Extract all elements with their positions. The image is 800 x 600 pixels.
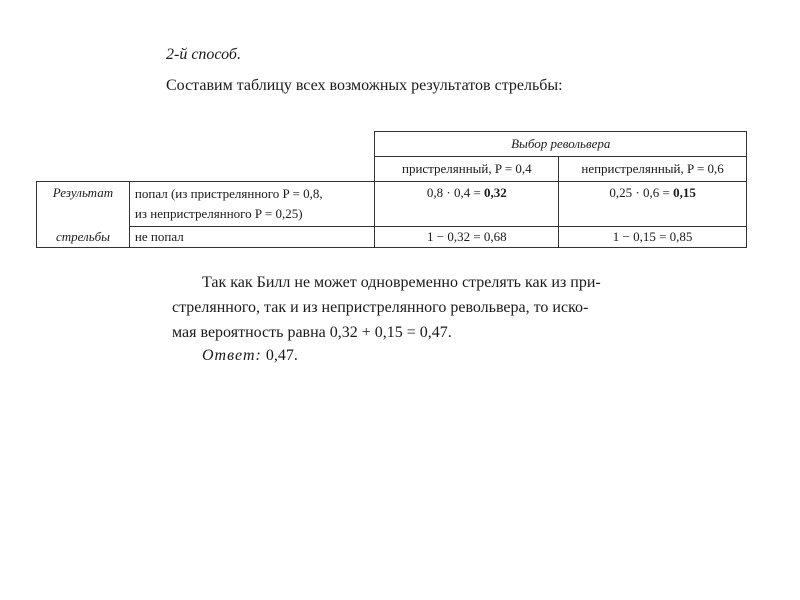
cell-hit-zeroed-expr: 0,8 · 0,4 = [426,185,485,200]
row-label-shooting: стрельбы [37,227,130,248]
cell-hit-unzeroed [559,182,747,227]
table-header-row [37,132,747,157]
paragraph-line-3: мая вероятность равна 0,32 + 0,15 = 0,47. [172,324,452,341]
col-header-zeroed: пристрелянный, P = 0,4 [375,157,559,182]
row-hit-label-line1: попал (из пристрелянного P = 0,8, [134,186,323,201]
answer-label: Ответ: [202,347,262,364]
table-row [37,182,747,227]
intro-text: Составим таблицу всех возможных результатов стрельбы: [166,77,563,94]
answer-line [202,347,298,365]
paragraph-line-1: Так как Билл не может одновременно стрелять как из при- [202,274,601,291]
cell-miss-zeroed: 1 − 0,32 = 0,68 [375,227,559,248]
cell-hit-unzeroed-result: 0,15 [673,185,696,200]
table-corner-blank [37,132,375,182]
cell-hit-zeroed [375,182,559,227]
method-heading: 2-й способ. [166,46,241,63]
answer-value: 0,47. [265,347,298,364]
row-label-result: Результат [37,182,130,227]
row-hit-label [129,182,375,227]
row-miss-label: не попал [129,227,375,248]
explanation-paragraph [172,270,652,345]
table-row [37,227,747,248]
cell-hit-unzeroed-expr: 0,25 · 0,6 = [609,185,674,200]
paragraph-line-2: стрелянного, так и из непристрелянного револьвера, то иско- [172,299,589,316]
row-hit-label-line2: из непристрелянного P = 0,25) [134,206,303,222]
results-table [36,131,747,248]
cell-hit-zeroed-result: 0,32 [484,185,507,200]
group-header: Выбор револьвера [375,132,747,157]
cell-miss-unzeroed: 1 − 0,15 = 0,85 [559,227,747,248]
col-header-unzeroed: непристрелянный, P = 0,6 [559,157,747,182]
